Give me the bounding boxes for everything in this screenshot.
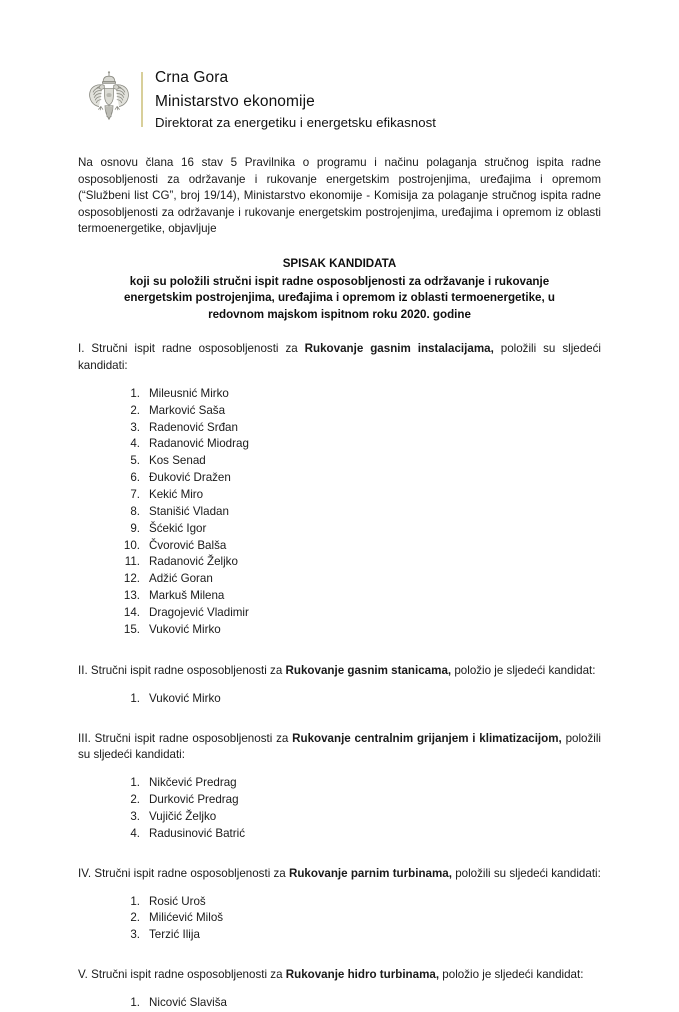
- list-item-number: 1.: [130, 386, 140, 400]
- section-lead-text: [78, 731, 601, 764]
- list-item: [115, 521, 601, 538]
- candidate-name: Radusinović Batrić: [149, 826, 246, 840]
- section-lead-suffix: položili su sljedeći kandidati:: [78, 342, 601, 372]
- list-item-number: 9.: [130, 521, 140, 535]
- section-iii: [78, 731, 601, 843]
- section-lead-prefix: II. Stručni ispit radne osposobljenosti za: [78, 663, 286, 677]
- list-item: [115, 386, 601, 403]
- candidate-list: [78, 691, 601, 708]
- list-item: [115, 622, 601, 639]
- ministry-name: Ministarstvo ekonomije: [155, 92, 315, 110]
- section-lead-prefix: IV. Stručni ispit radne osposobljenosti za: [78, 866, 289, 880]
- section-exam-name: Rukovanje gasnim instalacijama,: [304, 342, 494, 356]
- list-item-number: 13.: [123, 589, 140, 603]
- candidate-list: [78, 386, 601, 639]
- section-lead-text: [78, 967, 601, 983]
- list-item-number: 12.: [123, 572, 140, 586]
- list-item: [115, 453, 601, 470]
- list-item-number: 3.: [130, 809, 140, 823]
- list-item: [115, 487, 601, 504]
- list-item-number: 5.: [130, 454, 140, 468]
- candidate-name: Dragojević Vladimir: [149, 605, 249, 619]
- section-iv: [78, 866, 601, 945]
- list-item-number: 15.: [123, 622, 140, 636]
- candidate-name: Radanović Željko: [149, 555, 238, 569]
- letterhead: [86, 0, 601, 129]
- candidate-name: Čvorović Balša: [149, 538, 227, 552]
- list-item: [115, 809, 601, 826]
- candidate-name: Radenović Srđan: [149, 420, 238, 434]
- list-item-number: 10.: [123, 538, 140, 552]
- directorate-name: Direktorat za energetiku i energetsku efikasnost: [155, 115, 436, 130]
- candidate-list: [78, 775, 601, 842]
- montenegro-coat-of-arms-icon: [86, 70, 132, 126]
- section-lead-suffix: položio je sljedeći kandidat:: [451, 663, 596, 677]
- candidate-list: [78, 894, 601, 945]
- list-item: [115, 605, 601, 622]
- list-item: [115, 403, 601, 420]
- country-name: Crna Gora: [155, 69, 229, 86]
- candidate-list: [78, 995, 601, 1012]
- section-exam-name: Rukovanje parnim turbinama,: [288, 866, 452, 880]
- candidate-name: Šćekić Igor: [149, 521, 207, 535]
- candidate-name: Vuković Mirko: [149, 691, 221, 705]
- section-lead-prefix: III. Stručni ispit radne osposobljenosti za: [78, 731, 293, 745]
- sections-container: [78, 341, 601, 1012]
- section-lead-prefix: V. Stručni ispit radne osposobljenosti za: [78, 968, 286, 982]
- candidate-name: Stanišić Vladan: [149, 504, 229, 518]
- candidate-name: Vujičić Željko: [149, 809, 217, 823]
- section-lead-suffix: položili su sljedeći kandidati:: [78, 731, 602, 762]
- list-item-number: 6.: [130, 471, 140, 485]
- document-title-block: [78, 256, 601, 323]
- section-lead-text: [78, 866, 601, 882]
- list-item-number: 4.: [130, 826, 140, 840]
- section-i: [78, 341, 601, 638]
- page-title: SPISAK KANDIDATA: [282, 257, 397, 271]
- candidate-name: Kos Senad: [149, 454, 206, 468]
- list-item-number: 7.: [130, 487, 140, 501]
- candidate-name: Vuković Mirko: [149, 622, 221, 636]
- list-item-number: 11.: [124, 555, 140, 569]
- list-item: [115, 995, 601, 1012]
- list-item: [115, 691, 601, 708]
- candidate-name: Markuš Milena: [149, 589, 225, 603]
- candidate-name: Radanović Miodrag: [149, 437, 249, 451]
- candidate-name: Terzić Ilija: [149, 928, 200, 942]
- section-exam-name: Rukovanje centralnim grijanjem i klimatizacijom,: [292, 731, 562, 745]
- list-item: [115, 436, 601, 453]
- list-item-number: 14.: [123, 605, 140, 619]
- intro-paragraph: Na osnovu člana 16 stav 5 Pravilnika o programu i načinu polaganja stručnog ispita radne osposobljenosti za održavanje i rukovanje energetskim postrojenjima, uređajima i opremom (“Službeni list CG”, broj 19/14), Ministarstvo ekonomije - Komisija za polaganje stručnog ispita radne osposobljenosti za održavanje i rukovanje energetskim postrojenjima, uređajima i opremom iz oblasti termoenergetike, objavljuje: [78, 156, 601, 236]
- list-item: [115, 775, 601, 792]
- list-item: [115, 792, 601, 809]
- list-item: [115, 894, 601, 911]
- candidate-name: Nicović Slaviša: [149, 996, 227, 1010]
- list-item-number: 4.: [130, 437, 140, 451]
- section-lead-suffix: položili su sljedeći kandidati:: [451, 866, 601, 880]
- section-lead-text: [78, 663, 601, 679]
- candidate-name: Adžić Goran: [149, 572, 213, 586]
- list-item: [115, 927, 601, 944]
- list-item-number: 2.: [130, 911, 140, 925]
- section-exam-name: Rukovanje gasnim stanicama,: [285, 663, 452, 677]
- list-item-number: 2.: [130, 792, 140, 806]
- list-item: [115, 910, 601, 927]
- list-item: [115, 538, 601, 555]
- list-item-number: 1.: [130, 776, 140, 790]
- list-item: [115, 554, 601, 571]
- candidate-name: Milićević Miloš: [149, 911, 224, 925]
- title-subtitle-line-3: redovnom majskom ispitnom roku 2020. godine: [208, 307, 471, 321]
- list-item: [115, 571, 601, 588]
- candidate-name: Rosić Uroš: [149, 894, 206, 908]
- candidate-name: Marković Saša: [149, 403, 226, 417]
- candidate-name: Nikčević Predrag: [149, 776, 237, 790]
- candidate-name: Kekić Miro: [149, 487, 204, 501]
- list-item-number: 1.: [130, 894, 140, 908]
- section-lead-text: [78, 341, 601, 374]
- candidate-name: Mileusnić Mirko: [149, 386, 229, 400]
- list-item-number: 2.: [130, 403, 140, 417]
- section-lead-suffix: položio je sljedeći kandidat:: [439, 968, 584, 982]
- candidate-name: Durković Predrag: [149, 792, 239, 806]
- list-item-number: 3.: [130, 928, 140, 942]
- title-subtitle-line-1: koji su položili stručni ispit radne osposobljenosti za održavanje i rukovanje: [129, 274, 550, 288]
- list-item-number: 8.: [130, 504, 140, 518]
- list-item-number: 1.: [130, 996, 140, 1010]
- list-item: [115, 420, 601, 437]
- section-ii: [78, 663, 601, 708]
- section-exam-name: Rukovanje hidro turbinama,: [285, 968, 440, 982]
- title-subtitle-line-2: energetskim postrojenjima, uređajima i opremom iz oblasti termoenergetike, u: [123, 291, 556, 305]
- list-item: [115, 504, 601, 521]
- section-v: [78, 967, 601, 1012]
- candidate-name: Đuković Dražen: [149, 471, 231, 485]
- list-item: [115, 588, 601, 605]
- list-item-number: 1.: [130, 691, 140, 705]
- list-item: [115, 470, 601, 487]
- letterhead-text: [143, 70, 436, 129]
- list-item: [115, 826, 601, 843]
- section-lead-prefix: I. Stručni ispit radne osposobljenosti za: [78, 342, 305, 356]
- list-item-number: 3.: [130, 420, 140, 434]
